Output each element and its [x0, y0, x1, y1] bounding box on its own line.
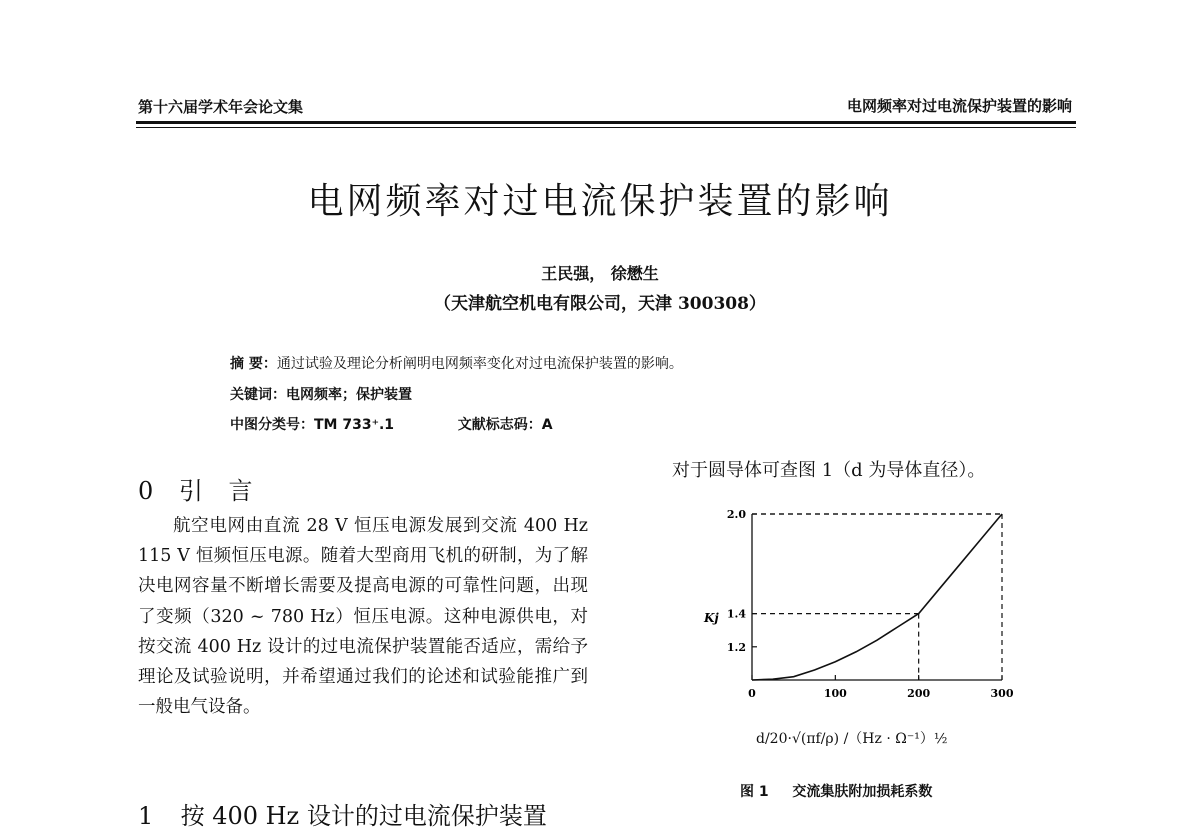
running-header-right: 电网频率对过电流保护装置的影响: [846, 97, 1072, 115]
chart-y-tick-label: 1.4: [726, 607, 746, 621]
section-1-heading: [138, 796, 547, 831]
running-header-left: 第十六届学术年会论文集: [138, 98, 304, 116]
chart-y-axis-label: Kj: [704, 611, 719, 626]
abstract: [230, 353, 683, 373]
figure-intro-text: 对于圆导体可查图 1（d 为导体直径）。: [672, 460, 986, 481]
affiliation: （天津航空机电有限公司，天津 300308）: [434, 294, 766, 314]
doc-code-label: 文献标志码：: [457, 417, 542, 433]
authors: 王民强， 徐懋生: [541, 264, 659, 283]
keywords: [230, 384, 412, 404]
keywords-label: 关键词：: [230, 387, 286, 403]
header-rule-thin: [136, 127, 1076, 128]
figure-caption-number: 图 1: [740, 784, 769, 800]
keywords-text: 电网频率；保护装置: [286, 387, 412, 403]
doc-code-value: A: [541, 417, 553, 433]
skin-effect-chart: [690, 500, 1020, 710]
section-1-number: 1: [138, 802, 154, 830]
section-1-title: 按 400 Hz 设计的过电流保护装置: [180, 802, 547, 830]
chart-x-tick-label: 100: [823, 687, 847, 700]
abstract-text: 通过试验及理论分析阐明电网频率变化对过电流保护装置的影响。: [276, 356, 683, 372]
section-0-title: 引 言: [178, 477, 253, 505]
figure-caption-text: 交流集肤附加损耗系数: [792, 784, 933, 800]
chart-y-tick-label: 2.0: [726, 508, 746, 521]
paper-title: 电网频率对过电流保护装置的影响: [307, 181, 893, 222]
chart-x-tick-label: 300: [990, 687, 1014, 700]
abstract-label: 摘 要：: [230, 356, 277, 372]
chart-x-tick-label: 200: [907, 687, 931, 700]
classification: [230, 414, 553, 434]
figure-caption: [740, 781, 932, 801]
chart-series-line: [752, 514, 1002, 680]
section-0-number: 0: [138, 477, 154, 505]
chart-y-tick-label: 1.2: [726, 640, 746, 654]
header-rule-thick: [136, 121, 1076, 124]
clc-value: TM 733⁺.1: [314, 417, 395, 433]
section-0-heading: [138, 471, 253, 506]
intro-paragraph: 航空电网由直流 28 V 恒压电源发展到交流 400 Hz 115 V 恒频恒压电源。随着大型商用飞机的研制，为了解决电网容量不断增长需要及提高电源的可靠性问题，出现了变频（320 ~ 780 Hz）恒压电源。这种电源供电，对按交流 400 Hz 设计的过电流保护装置能否适应，需给予理论及试验说明，并希望通过我们的论述和试验能推广到一般电气设备。: [138, 516, 588, 718]
clc-label: 中图分类号：: [230, 417, 314, 433]
chart-x-axis-label: d/20·√(πf/ρ) /（Hz · Ω⁻¹）½: [756, 731, 948, 747]
chart-plot-area: [703, 508, 1014, 700]
chart-x-tick-label: 0: [748, 687, 756, 700]
